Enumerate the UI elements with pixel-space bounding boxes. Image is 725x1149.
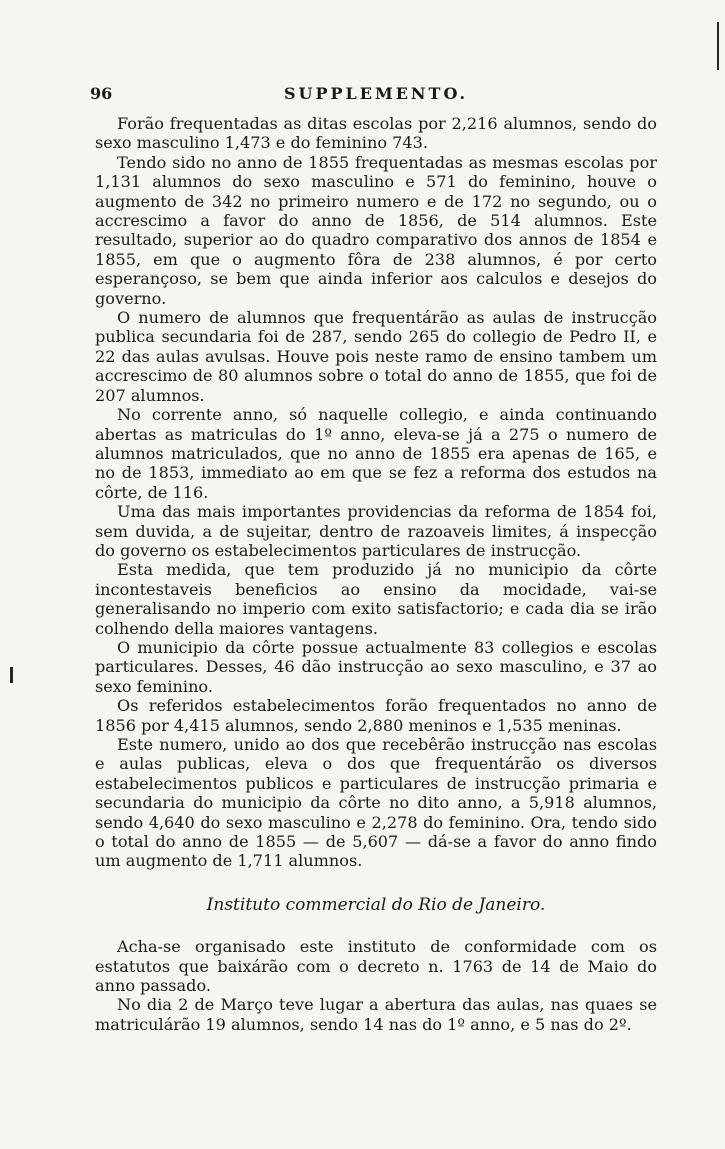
page-number: 96 [90, 84, 113, 103]
margin-mark [10, 667, 13, 683]
paragraph-8: Os referidos estabelecimentos forão frequentados no anno de 1856 por 4,415 alumnos, sendo 2,880 meninos e 1,535 meninas. [95, 696, 657, 735]
paragraph-7: O municipio da côrte possue actualmente 83 collegios e escolas particulares. Desses, 46 dão instrucção ao sexo masculino, e 37 ao sexo feminino. [95, 637, 657, 696]
page-header [90, 84, 662, 106]
paragraph-5: Uma das mais importantes providencias da reforma de 1854 foi, sem duvida, a de sujeitar, dentro de razoaveis limites, á inspecção do governo os estabelecimentos particulares de instrucção. [95, 502, 657, 560]
page-edge-rule [717, 22, 719, 70]
paragraph-6: Esta medida, que tem produzido já no municipio da côrte incontestaveis beneficios ao ensino da mocidade, vai-se generalisando no imperio com exito satisfactorio; e cada dia se irão colhendo della maiores vantagens. [95, 560, 657, 638]
running-title: SUPPLEMENTO. [283, 84, 469, 103]
paragraph-1: Forão frequentadas as ditas escolas por 2,216 alumnos, sendo do sexo masculino 1,473 e do feminino 743. [95, 114, 657, 153]
section-paragraph-1: Acha-se organisado este instituto de conformidade com os estatutos que baixárão com o decreto n. 1763 de 14 de Maio do anno passado. [95, 937, 657, 996]
section-title: Instituto commercial do Rio de Janeiro. [206, 894, 546, 915]
paragraph-4: No corrente anno, só naquelle collegio, e ainda continuando abertas as matriculas do 1º anno, eleva-se já a 275 o numero de alumnos matriculados, que no anno de 1855 era apenas de 165, e no de 1853, immediato ao em que se fez a reforma dos estudos na côrte, de 116. [95, 405, 657, 502]
section-paragraph-2: No dia 2 de Março teve lugar a abertura das aulas, nas quaes se matriculárão 19 alumnos, sendo 14 nas do 1º anno, e 5 nas do 2º. [95, 995, 657, 1034]
paragraph-2: Tendo sido no anno de 1855 frequentadas as mesmas escolas por 1,131 alumnos do sexo masculino e 571 do feminino, houve o augmento de 342 no primeiro numero e de 172 no segundo, ou o accrescimo a favor do anno de 1856, de 514 alumnos. Este resultado, superior ao do quadro comparativo dos annos de 1854 e 1855, em que o augmento fôra de 238 alumnos, é por certo esperançoso, se bem que ainda inferior aos calculos e desejos do governo. [95, 152, 657, 308]
paragraph-3: O numero de alumnos que frequentárão as aulas de instrucção publica secundaria foi de 287, sendo 265 do collegio de Pedro II, e 22 das aulas avulsas. Houve pois neste ramo de ensino tambem um accrescimo de 80 alumnos sobre o total do anno de 1855, que foi de 207 alumnos. [95, 308, 657, 405]
body-text [95, 114, 657, 1034]
paragraph-9: Este numero, unido ao dos que recebêrão instrucção nas escolas e aulas publicas, eleva o dos que frequentárão os diversos estabelecimentos publicos e particulares de instrucção primaria e secundaria do municipio da côrte no dito anno, a 5,918 alumnos, sendo 4,640 do sexo masculino e 2,278 do feminino. Ora, tendo sido o total do anno de 1855 — de 5,607 — dá-se a favor do anno findo um augmento de 1,711 alumnos. [95, 735, 657, 871]
